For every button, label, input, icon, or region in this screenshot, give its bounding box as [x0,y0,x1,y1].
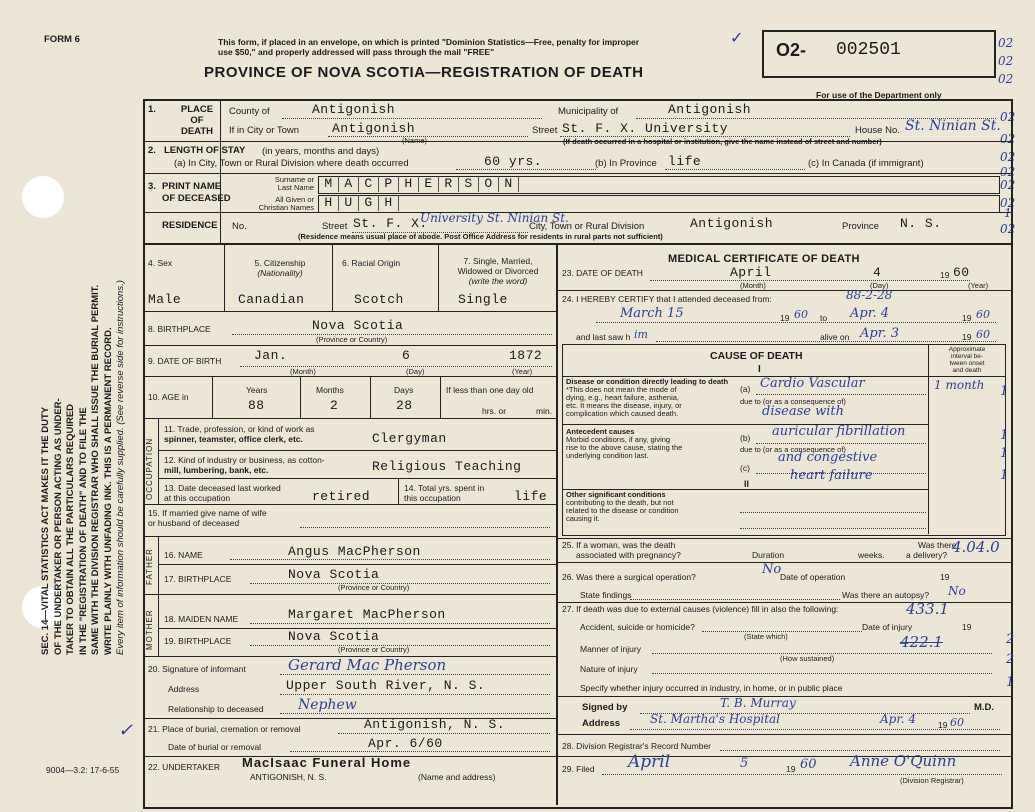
cause-b-value: auricular fibrillation [772,424,906,439]
racial-origin-value: Scotch [354,292,404,307]
filed-month: April [628,752,671,772]
occupation-value: Clergyman [372,431,447,446]
filed-year: 60 [800,757,817,772]
residence-province-value: N. S. [900,216,942,231]
margin-code: 02 [998,54,1014,68]
form-number: FORM 6 [44,34,80,45]
mail-notice-line-1: This form, if placed in an envelope, on which is printed "Dominion Statistics—Free, penalty for improper [218,37,640,47]
attended-to-value: Apr. 4 [850,306,890,321]
cause-a-value: Cardio Vascular [760,376,865,391]
citizenship-value: Canadian [238,292,305,307]
check-mark-icon: ✓ [118,720,134,741]
death-registration-form: FORM 6 This form, if placed in an envelope, on which is printed "Dominion Statistics—Free, penalty for improper use $50," and properly addressed will pass through the mail "FREE" ✓ PROVINCE OF NOVA SCOTIA—REGISTRATION OF DEATH O2- 002501 For use of the Department only 02 02 02 02 02 02 02 02 02 1 02 SEC. 14—VITAL STATISTICS ACT MAKES IT THE DUTY OF THE UNDERTAKER OR PERSON ACTING AS UNDER- TAKER TO OBTAIN ALL THE PARTICULARS REQUIRED IN THE "REGISTRATION OF DEATH" AND TO FILE THE SAME WITH THE DIVISION REGISTRAR WHO SHALL ISSUE THE BURIAL PERMIT. WRITE PLAINLY WITH UNFADING INK. THIS IS A PERMANENT RECORD. Every item of information should be carefully supplied. (See reverse side for instructions.) 1. PLACE OF DEATH County of Antigonish Municipality of Antigonish If in City or Town Antigonish (Name) Street St. F. X. University House No. St. Ninian St. (If death occurred in a hospital or institution, give the name instead of street and number) 2. LENGTH OF STAY (in years, months and days) (a) In City, Town or Rural Division where death occurred 60 yrs. (b) In Province life (c) In Canada (if immigrant) 3. PRINT NAME OF DECEASED Surname or Last Name All Given or Christian Names M A C P H E R S O N H U G H RESIDENCE No. Street St. F. X. University St. Ninian St. City, Town or Rural Division Antigonish Province N. S. (Residence means usual place of abode. Post Office Address for residents in rural parts not sufficient) 4. Sex 5. Citizenship (Nationality) 6. Racial Origin 7. Single, Married, Widowed or Divorced (write the word) Male Canadian Scotch Single 8. BIRTHPLACE Nova Scotia (Province or Country) 9. DATE OF BIRTH Jan. 6 1872 (Month) (Day) (Year) 10. AGE in Years Months Days If less than one day old 88 2 28 hrs. or min. OCCUPATION 11. Trade, profession, or kind of work as spinner, teamster, office clerk, etc. Clergyman 12. Kind of industry or business, as cotton- mill, lumbering, bank, etc. Religious Teaching 13. Date deceased last worked at this occupation retired 14. Total yrs. spent in this occupation life 15. If married give name of wife or husband of deceased FATHER 16. NAME Angus MacPherson 17. BIRTHPLACE Nova Scotia (Province or Country) MOTHER 18. MAIDEN NAME Margaret MacPherson 19. BIRTHPLACE Nova Scotia (Province or Country) 20. Signature of informant Gerard Mac Pherson Address Upper South River, N. S. Relationship to deceased Nephew 21. Place of burial, cremation or removal Antigonish, N. S. Date of burial or removal Apr. 6/60 22. UNDERTAKER MacIsaac Funeral Home ANTIGONISH, N. S. (Name and address) 9004—3.2: 17-6-55 ✓ MEDICAL CERTIFICATE OF DEATH 23. DATE OF DEATH April 4 19 60 (Month) (Day) (Year) 24. I HEREBY CERTIFY that I attended deceased from: 88-2-28 March 15 19 60 to Apr. 4 19 60 and last saw h im alive on Apr. 3 19 60 CAUSE OF DEATH Approximate interval be- tween onset and death I Disease or condition directly leading to death *This does not mean the mode of dying, e.g., heart failure, asthenia, etc. It means the disease, injury, or complication which caused death. (a) Cardio Vascular 1 month due to (or as a consequence of) disease with Antecedent causes Morbid conditions, if any, giving rise to the above cause, stating the underlying condition last. (b) auricular fibrillation due to (or as a consequence of) (c) and congestive heart failure II Other significant conditions contributing to the death, but not related to the disease or condition causing it. 1 1 1 1 25. If a woman, was the death associated with pregnancy? Duration weeks. Was there a delivery? 4.04.0 26. Was there a surgical operation? No Date of operation 19 State findings Was there an autopsy? No 27. If death was due to external causes (violence) fill in also the following: 433.1 Accident, suicide or homicide? (State which) Date of injury 19 422.1 Manner of injury (How sustained) 2 2 Nature of injury Specify whether injury occurred in industry, in home, or in public place 1 Signed by T. B. Murray M.D. Address St. Martha's Hospital Apr. 4 19 60 28. Division Registrar's Record Number 29. Filed April 5 19 60 Anne O'Quinn (Division Registrar) [0,0,1035,812]
dob-month: Jan. [254,348,288,363]
mail-notice-line-2: use $50," and properly addressed will pass through the mail "FREE" [218,47,495,57]
print-name-label: PRINT NAME OF DECEASED [162,181,231,204]
residence-street-handwritten: University St. Ninian St. [420,211,569,225]
age-days: 28 [396,398,413,413]
margin-code: 02 [998,72,1014,86]
last-worked-value: retired [312,489,371,504]
attended-from-value: March 15 [620,306,684,321]
injury-code: 422.1 [900,633,943,651]
vital-statistics-notice: SEC. 14—VITAL STATISTICS ACT MAKES IT THE DUTY OF THE UNDERTAKER OR PERSON ACTING AS UNDER- TAKER TO OBTAIN ALL THE PARTICULARS REQUIRED IN THE "REGISTRATION OF DEATH" AND TO FILE THE SAME WITH THE DIVISION REGISTRAR WHO SHALL ISSUE THE BURIAL PERMIT. WRITE PLAINLY WITH UNFADING INK. THIS IS A PERMANENT RECORD. Every item of information should be carefully supplied. (See reverse side for instructions.) [40,280,126,655]
cause-a-continued: disease with [762,404,844,419]
birthplace-value: Nova Scotia [312,318,404,333]
sex-value: Male [148,292,182,307]
physician-address-value: St. Martha's Hospital [650,712,781,726]
margin-code: 02 [1000,165,1016,179]
municipality-value: Antigonish [668,102,752,117]
registrar-signature: Anne O'Quinn [850,752,957,770]
accident-code: 433.1 [906,600,949,618]
undertaker-name: MacIsaac Funeral Home [242,755,412,770]
residence-city-value: Antigonish [690,216,774,231]
dob-day: 6 [402,348,411,363]
dob-year: 1872 [509,348,543,363]
residence-label: RESIDENCE [162,220,218,231]
years-in-occupation-value: life [514,489,548,504]
last-seen-alive-value: Apr. 3 [860,326,900,341]
surname-letters: M A C P H E R S O N [319,176,1019,192]
stay-city-value: 60 yrs. [484,154,543,169]
stay-province-value: life [668,154,702,169]
age-years: 88 [248,398,265,413]
residence-street-value: St. F. X. [353,216,428,231]
house-value: St. Ninian St. [905,118,1001,134]
margin-code: 02 [1000,150,1016,164]
signed-by-value: T. B. Murray [720,696,796,710]
surname-label: Surname or Last Name [274,175,314,192]
given-name-label: All Given or Christian Names [258,195,314,212]
cause-a-interval: 1 month [934,378,985,392]
informant-signature: Gerard Mac Pherson [288,656,447,674]
registration-number: 002501 [836,40,901,60]
occupation-section-label: OCCUPATION [145,437,154,500]
filed-day: 5 [740,756,749,771]
industry-value: Religious Teaching [372,459,522,474]
county-value: Antigonish [312,102,396,117]
medical-certificate-title: MEDICAL CERTIFICATE OF DEATH [668,253,860,265]
cause-of-death-title: CAUSE OF DEATH [710,350,803,362]
mother-birthplace-value: Nova Scotia [288,629,380,644]
father-birthplace-value: Nova Scotia [288,567,380,582]
delivery-code: 4.04.0 [952,538,1000,556]
margin-code: 02 [1000,222,1016,236]
city-value: Antigonish [332,121,416,136]
registration-prefix: O2- [776,40,807,60]
cause-c-value: and congestive [778,450,878,465]
margin-code: 02 [1000,178,1016,192]
age-months: 2 [330,398,339,413]
death-year: 60 [953,265,970,280]
dept-use-label: For use of the Department only [816,90,942,100]
punch-hole-top [22,176,64,218]
informant-relationship-value: Nephew [298,697,357,713]
street-value: St. F. X. University [562,121,729,136]
margin-code: 02 [1000,132,1016,146]
form-title: PROVINCE OF NOVA SCOTIA—REGISTRATION OF DEATH [204,64,644,81]
given-name-letters: H U G H [319,195,1019,211]
margin-code: 1 [1004,206,1012,220]
undertaker-address: ANTIGONISH, N. S. [250,772,327,782]
margin-code: 02 [1000,110,1016,124]
place-of-death-label: PLACE OF DEATH [180,104,214,137]
surgical-operation-value: No [762,562,782,577]
cause-c-continued: heart failure [790,468,873,483]
burial-place-value: Antigonish, N. S. [364,717,506,732]
print-code: 9004—3.2: 17-6-55 [46,765,120,775]
check-mark-icon: ✓ [730,30,744,47]
marital-status-value: Single [458,292,508,307]
autopsy-value: No [948,584,966,598]
margin-code: 02 [1000,196,1016,210]
father-name-value: Angus MacPherson [288,544,421,559]
margin-code: 02 [998,36,1014,50]
death-month: April [730,265,772,280]
death-day: 4 [873,265,882,280]
informant-address-value: Upper South River, N. S. [286,678,486,693]
mother-maiden-name-value: Margaret MacPherson [288,607,446,622]
burial-date-value: Apr. 6/60 [368,736,443,751]
attended-from-code: 88-2-28 [846,288,893,302]
